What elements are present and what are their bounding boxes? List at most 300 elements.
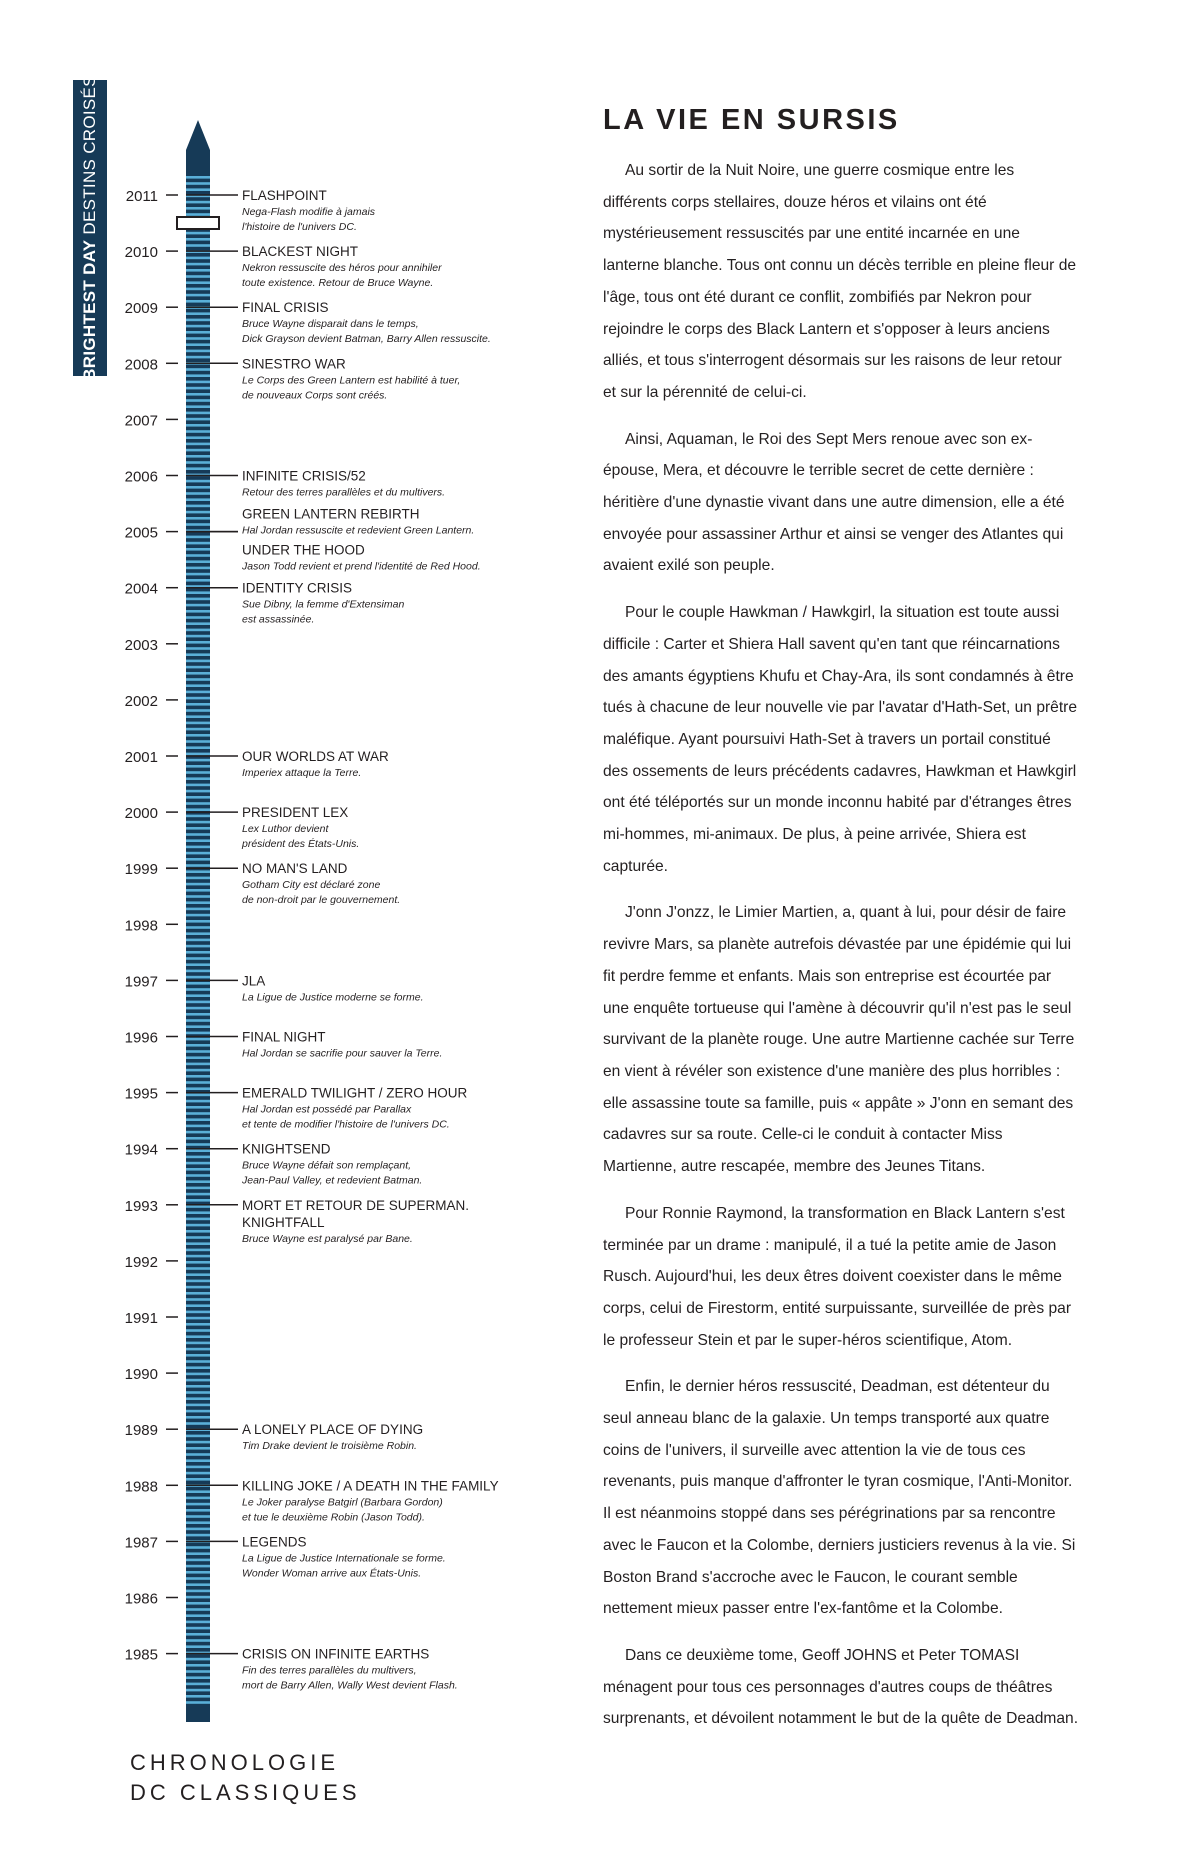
timeline-stripe bbox=[186, 753, 210, 756]
timeline-stripe bbox=[186, 1323, 210, 1326]
timeline-stripe bbox=[186, 1391, 210, 1394]
timeline-stripe bbox=[186, 1137, 210, 1140]
timeline-stripe bbox=[186, 1211, 210, 1214]
timeline-stripe bbox=[186, 1596, 210, 1599]
timeline-stripe bbox=[186, 1571, 210, 1574]
timeline-stripe bbox=[186, 920, 210, 923]
timeline-stripe bbox=[186, 1075, 210, 1078]
timeline-stripe bbox=[186, 939, 210, 942]
timeline-stripe bbox=[186, 1013, 210, 1016]
event-description: toute existence. Retour de Bruce Wayne. bbox=[242, 277, 434, 290]
timeline-stripe bbox=[186, 1602, 210, 1605]
year-label: 1993 bbox=[124, 1197, 158, 1215]
timeline-stripe bbox=[186, 523, 210, 526]
event-description: Tim Drake devient le troisième Robin. bbox=[242, 1440, 417, 1453]
timeline-stripe bbox=[186, 858, 210, 861]
year-label: 2003 bbox=[124, 636, 158, 654]
event-title-2: KNIGHTFALL bbox=[242, 1214, 325, 1230]
timeline-stripe bbox=[186, 1664, 210, 1667]
event-description: Bruce Wayne disparait dans le temps, bbox=[242, 318, 419, 331]
timeline-stripe bbox=[186, 505, 210, 508]
event-description: Fin des terres parallèles du multivers, bbox=[242, 1664, 417, 1677]
event-title: IDENTITY CRISIS bbox=[242, 580, 353, 596]
footer-title-line2: DC CLASSIQUES bbox=[130, 1780, 361, 1805]
timeline-stripe bbox=[186, 492, 210, 495]
sidebar-label-bold: BRIGHTEST DAY bbox=[80, 239, 99, 381]
timeline-stripe bbox=[186, 1683, 210, 1686]
event-description: Dick Grayson devient Batman, Barry Allen ressuscite. bbox=[242, 333, 491, 346]
event-description: de non-droit par le gouvernement. bbox=[242, 894, 401, 907]
article-paragraph: Pour le couple Hawkman / Hawkgirl, la situation est toute aussi difficile : Carter et Shiera Hall savent qu'en tant que réincarnations des amants égyptiens Khufu et Chay-Ara, ils sont condamnés à être tués à chacune de leur nouvelle vie par l'avatar d'Hath-Set, un prêtre maléfique. Ayant poursuivi Hath-Set à travers un portail constitué des ossements de leurs précédents cadavres, Hawkman et Hawkgirl ont été téléportés sur un monde inconnu habité par d'étranges êtres mi-hommes, mi-animaux. De plus, à peine arrivée, Shiera est capturée. bbox=[603, 604, 1078, 875]
timeline-stripe bbox=[186, 591, 210, 594]
timeline-stripe bbox=[186, 653, 210, 656]
year-label: 1999 bbox=[124, 861, 158, 879]
timeline-stripe bbox=[186, 877, 210, 880]
timeline-stripe bbox=[186, 1063, 210, 1066]
timeline-stripe bbox=[186, 1608, 210, 1611]
timeline-stripe bbox=[186, 1583, 210, 1586]
timeline-stripe bbox=[186, 908, 210, 911]
timeline-stripe bbox=[186, 1422, 210, 1425]
timeline-stripe bbox=[186, 1100, 210, 1103]
timeline-stripe bbox=[186, 1441, 210, 1444]
timeline-stripe bbox=[186, 443, 210, 446]
timeline-stripe bbox=[186, 232, 210, 235]
timeline-event bbox=[186, 861, 400, 906]
timeline-stripe bbox=[186, 901, 210, 904]
timeline-stripe bbox=[186, 1397, 210, 1400]
timeline-stripe bbox=[186, 684, 210, 687]
timeline-stripe bbox=[186, 839, 210, 842]
timeline-stripe bbox=[186, 963, 210, 966]
event-title: NO MAN'S LAND bbox=[242, 861, 348, 877]
timeline-stripe bbox=[186, 486, 210, 489]
timeline-stripe bbox=[186, 895, 210, 898]
timeline-stripe bbox=[186, 356, 210, 359]
year-label: 2008 bbox=[124, 356, 158, 374]
event-description: Hal Jordan se sacrifie pour sauver la Terre. bbox=[242, 1047, 443, 1060]
timeline-stripe bbox=[186, 796, 210, 799]
sidebar-label-light: DESTINS CROISÉS bbox=[80, 75, 99, 235]
timeline-event bbox=[186, 973, 424, 1003]
event-title: EMERALD TWILIGHT / ZERO HOUR bbox=[242, 1085, 468, 1101]
timeline-stripe bbox=[186, 703, 210, 706]
timeline-stripe bbox=[186, 1385, 210, 1388]
current-year-marker bbox=[177, 217, 219, 229]
timeline-stripe bbox=[186, 331, 210, 334]
timeline-stripe bbox=[186, 244, 210, 247]
timeline-stripe bbox=[186, 722, 210, 725]
timeline-stripe bbox=[186, 1329, 210, 1332]
article-paragraph: Pour Ronnie Raymond, la transformation en Black Lantern s'est terminée par un drame : manipulé, il a tué la petite amie de Jason Rusch. Aujourd'hui, les deux êtres doivent coexister dans le même corps, celui de Firestorm, entité surpuissante, surveillée de près par le professeur Stein et par le super-héros scientifique, Atom. bbox=[603, 1204, 1072, 1349]
timeline-stripe bbox=[186, 815, 210, 818]
timeline-stripe bbox=[186, 1292, 210, 1295]
timeline-stripe bbox=[186, 1298, 210, 1301]
year-label: 1997 bbox=[124, 973, 158, 991]
timeline-stripe bbox=[186, 1435, 210, 1438]
timeline-stripe bbox=[186, 660, 210, 663]
timeline-stripe bbox=[186, 412, 210, 415]
timeline-stripe bbox=[186, 1627, 210, 1630]
timeline-event bbox=[186, 532, 481, 573]
event-description: est assassinée. bbox=[242, 613, 315, 626]
timeline-stripe bbox=[186, 1639, 210, 1642]
timeline-stripe bbox=[186, 759, 210, 762]
timeline-stripe bbox=[186, 666, 210, 669]
year-label: 2004 bbox=[124, 580, 158, 598]
event-title: GREEN LANTERN REBIRTH bbox=[242, 506, 420, 522]
year-label: 1996 bbox=[124, 1029, 158, 1047]
year-label: 1989 bbox=[124, 1422, 158, 1440]
event-title: KNIGHTSEND bbox=[242, 1141, 331, 1157]
timeline-stripe bbox=[186, 263, 210, 266]
timeline-stripe bbox=[186, 424, 210, 427]
event-description: Le Corps des Green Lantern est habilité à tuer, bbox=[242, 374, 461, 387]
timeline-event bbox=[186, 1534, 446, 1579]
event-title: FINAL NIGHT bbox=[242, 1029, 326, 1045]
year-label: 2002 bbox=[124, 692, 158, 710]
timeline-stripe bbox=[186, 517, 210, 520]
year-label: 2005 bbox=[124, 524, 158, 542]
timeline-stripe bbox=[186, 802, 210, 805]
timeline-stripe bbox=[186, 573, 210, 576]
timeline-stripe bbox=[186, 771, 210, 774]
timeline-stripe bbox=[186, 970, 210, 973]
timeline-event bbox=[186, 1422, 423, 1452]
timeline-stripe bbox=[186, 567, 210, 570]
timeline-stripe bbox=[186, 467, 210, 470]
footer-title-line1: CHRONOLOGIE bbox=[130, 1750, 340, 1775]
year-label: 1992 bbox=[124, 1253, 158, 1271]
timeline-stripe bbox=[186, 629, 210, 632]
timeline-stripe bbox=[186, 1701, 210, 1704]
timeline-stripe bbox=[186, 449, 210, 452]
timeline-stripe bbox=[186, 1218, 210, 1221]
timeline-stripe bbox=[186, 257, 210, 260]
timeline-stripe bbox=[186, 678, 210, 681]
timeline-stripe bbox=[186, 1081, 210, 1084]
timeline-stripe bbox=[186, 697, 210, 700]
timeline-stripe bbox=[186, 1193, 210, 1196]
timeline-stripe bbox=[186, 213, 210, 216]
timeline-stripe bbox=[186, 777, 210, 780]
timeline-stripe bbox=[186, 1001, 210, 1004]
timeline-stripe bbox=[186, 1416, 210, 1419]
timeline-stripe bbox=[186, 1577, 210, 1580]
timeline-stripe bbox=[186, 709, 210, 712]
timeline-stripe bbox=[186, 1546, 210, 1549]
timeline-stripe bbox=[186, 1379, 210, 1382]
timeline-stripe bbox=[186, 275, 210, 278]
timeline-stripe bbox=[186, 1633, 210, 1636]
year-label: 2006 bbox=[124, 468, 158, 486]
timeline-stripe bbox=[186, 1645, 210, 1648]
timeline-stripe bbox=[186, 1528, 210, 1531]
timeline-stripe bbox=[186, 368, 210, 371]
event-description: Imperiex attaque la Terre. bbox=[242, 767, 362, 779]
timeline-stripe bbox=[186, 852, 210, 855]
timeline-stripe bbox=[186, 182, 210, 185]
timeline-stripe bbox=[186, 1267, 210, 1270]
timeline-stripe bbox=[186, 1125, 210, 1128]
event-description: Gotham City est déclaré zone bbox=[242, 879, 381, 892]
event-title: SINESTRO WAR bbox=[242, 356, 346, 372]
timeline-stripe bbox=[186, 1162, 210, 1165]
timeline-stripe bbox=[186, 616, 210, 619]
article-paragraph: J'onn J'onzz, le Limier Martien, a, quant à lui, pour désir de faire revivre Mars, sa planète autrefois dévastée par une épidémie qui lui fit perdre femme et enfants. Mais son entreprise est écourtée par une enquête tortueuse qui l'amène à découvrir qu'il n'est pas le seul survivant de la planète rouge. Une autre Martienne cachée sur Terre en vient à révéler son existence d'une manière des plus horribles : elle assassine toute sa famille, puis « appâte » J'onn en semant des cadavres sur sa route. Celle-ci le conduit à contacter Miss Martienne, autre rescapée, membre des Jeunes Titans. bbox=[603, 904, 1075, 1176]
timeline-stripe bbox=[186, 846, 210, 849]
timeline-stripe bbox=[186, 325, 210, 328]
timeline-stripe bbox=[186, 740, 210, 743]
timeline-stripe bbox=[186, 1552, 210, 1555]
timeline-event bbox=[186, 581, 404, 626]
timeline-stripe bbox=[186, 994, 210, 997]
event-description: Nekron ressuscite des héros pour annihiler bbox=[242, 262, 442, 275]
timeline-stripe bbox=[186, 1261, 210, 1264]
timeline-event bbox=[186, 805, 359, 850]
timeline-stripe bbox=[186, 1236, 210, 1239]
timeline-event bbox=[186, 1198, 469, 1245]
timeline-stripe bbox=[186, 381, 210, 384]
timeline-event bbox=[186, 749, 389, 779]
timeline-stripe bbox=[186, 641, 210, 644]
year-label: 1990 bbox=[124, 1366, 158, 1384]
timeline-stripe bbox=[186, 1503, 210, 1506]
timeline-stripe bbox=[186, 889, 210, 892]
timeline-stripe bbox=[186, 1509, 210, 1512]
timeline-stripe bbox=[186, 1131, 210, 1134]
timeline-stripe bbox=[186, 1056, 210, 1059]
timeline-stripe bbox=[186, 1590, 210, 1593]
timeline-stripe bbox=[186, 1187, 210, 1190]
timeline-stripe bbox=[186, 176, 210, 179]
event-title: A LONELY PLACE OF DYING bbox=[242, 1422, 424, 1438]
timeline-stripe bbox=[186, 374, 210, 377]
timeline-stripe bbox=[186, 294, 210, 297]
timeline-stripe bbox=[186, 598, 210, 601]
timeline-stripe bbox=[186, 498, 210, 501]
event-description: l'histoire de l'univers DC. bbox=[242, 221, 357, 233]
timeline-stripe bbox=[186, 1304, 210, 1307]
timeline-stripe bbox=[186, 1118, 210, 1121]
timeline-stripe bbox=[186, 188, 210, 191]
event-title: UNDER THE HOOD bbox=[242, 542, 365, 558]
timeline-stripe bbox=[186, 1280, 210, 1283]
timeline-stripe bbox=[186, 870, 210, 873]
event-description: Jean-Paul Valley, et redevient Batman. bbox=[242, 1174, 423, 1187]
timeline-stripe bbox=[186, 1689, 210, 1692]
timeline-stripe bbox=[186, 1614, 210, 1617]
timeline-stripe bbox=[186, 982, 210, 985]
timeline-stripe bbox=[186, 1311, 210, 1314]
timeline-stripe bbox=[186, 1472, 210, 1475]
event-title: KILLING JOKE / A DEATH IN THE FAMILY bbox=[242, 1478, 499, 1494]
timeline-stripe bbox=[186, 554, 210, 557]
year-label: 2009 bbox=[124, 300, 158, 318]
timeline-stripe bbox=[186, 1174, 210, 1177]
year-label: 2001 bbox=[124, 749, 158, 766]
timeline-stripe bbox=[186, 511, 210, 514]
timeline-stripe bbox=[186, 945, 210, 948]
timeline-stripe bbox=[186, 1106, 210, 1109]
timeline-event bbox=[186, 1142, 422, 1187]
timeline-stripe bbox=[186, 1156, 210, 1159]
timeline-stripe bbox=[186, 1348, 210, 1351]
timeline-stripe bbox=[186, 1007, 210, 1010]
timeline-stripe bbox=[186, 430, 210, 433]
timeline-stripe bbox=[186, 455, 210, 458]
event-description: Jason Todd revient et prend l'identité de Red Hood. bbox=[242, 560, 481, 573]
timeline-stripe bbox=[186, 1168, 210, 1171]
timeline-stripe bbox=[186, 1354, 210, 1357]
timeline-stripe bbox=[186, 1032, 210, 1035]
timeline-stripe bbox=[186, 883, 210, 886]
timeline-stripe bbox=[186, 610, 210, 613]
article-paragraph: Au sortir de la Nuit Noire, une guerre cosmique entre les différents corps stellaires, douze héros et vilains ont été mystérieusement ressuscités par une entité incarnée en une lanterne blanche. Tous ont connu un décès terrible en pleine fleur de l'âge, tous ont été durant ce conflit, zombifiés par Nekron pour rejoindre le corps des Black Lantern et s'opposer à leurs anciens alliés, et tous s'interrogent désormais sur les raisons de leur retour et sur la pérennité de celui-ci. bbox=[603, 162, 1077, 401]
event-title: FINAL CRISIS bbox=[242, 300, 329, 316]
event-description: et tue le deuxième Robin (Jason Todd). bbox=[242, 1511, 425, 1524]
timeline-stripe bbox=[186, 1404, 210, 1407]
event-description: Sue Dibny, la femme d'Extensiman bbox=[242, 598, 405, 611]
timeline-stripe bbox=[186, 300, 210, 303]
year-label: 1985 bbox=[124, 1646, 158, 1664]
timeline-stripe bbox=[186, 436, 210, 439]
event-title: OUR WORLDS AT WAR bbox=[242, 749, 389, 764]
year-label: 1991 bbox=[124, 1310, 158, 1327]
timeline-stripe bbox=[186, 1366, 210, 1369]
timeline-stripe bbox=[186, 387, 210, 390]
timeline-stripe bbox=[186, 399, 210, 402]
timeline-stripe bbox=[186, 647, 210, 650]
event-title: LEGENDS bbox=[242, 1534, 307, 1550]
timeline-stripe bbox=[186, 808, 210, 811]
timeline-stripe bbox=[186, 715, 210, 718]
timeline-stripe bbox=[186, 1094, 210, 1097]
timeline-event bbox=[186, 300, 491, 345]
timeline-stripe bbox=[186, 1453, 210, 1456]
timeline-stripe bbox=[186, 1670, 210, 1673]
timeline-event bbox=[186, 1478, 499, 1523]
timeline-event bbox=[186, 356, 460, 401]
timeline-stripe bbox=[186, 548, 210, 551]
event-description: Hal Jordan ressuscite et redevient Green Lantern. bbox=[242, 524, 475, 537]
event-title: BLACKEST NIGHT bbox=[242, 244, 359, 260]
timeline-stripe bbox=[186, 784, 210, 787]
timeline-stripe bbox=[186, 1143, 210, 1146]
article-paragraph: Dans ce deuxième tome, Geoff JOHNS et Peter TOMASI ménagent pour tous ces personnages d'autres coups de théâtres surprenants, et dévoilent notamment le but de la quête de Deadman. bbox=[603, 1646, 1079, 1728]
timeline-stripe bbox=[186, 1410, 210, 1413]
timeline-stripe bbox=[186, 1249, 210, 1252]
timeline-stripe bbox=[186, 288, 210, 291]
timeline-stripe bbox=[186, 1490, 210, 1493]
timeline-stripe bbox=[186, 827, 210, 830]
event-description: La Ligue de Justice moderne se forme. bbox=[242, 991, 424, 1004]
timeline-stripe bbox=[186, 957, 210, 960]
timeline-stripe bbox=[186, 1224, 210, 1227]
timeline-stripe bbox=[186, 864, 210, 867]
timeline-stripe bbox=[186, 1497, 210, 1500]
timeline-stripe bbox=[186, 821, 210, 824]
timeline-stripe bbox=[186, 988, 210, 991]
timeline-stripe bbox=[186, 542, 210, 545]
timeline-stripe bbox=[186, 480, 210, 483]
timeline-stripe bbox=[186, 405, 210, 408]
timeline-event bbox=[186, 1647, 458, 1692]
event-title: CRISIS ON INFINITE EARTHS bbox=[242, 1646, 430, 1662]
timeline-stripe bbox=[186, 1112, 210, 1115]
timeline-stripe bbox=[186, 1069, 210, 1072]
timeline-stripe bbox=[186, 207, 210, 210]
timeline-stripe bbox=[186, 418, 210, 421]
timeline-stripe bbox=[186, 1149, 210, 1152]
timeline-stripe bbox=[186, 691, 210, 694]
timeline-stripe bbox=[186, 734, 210, 737]
timeline-events bbox=[186, 188, 499, 1692]
timeline-stripe bbox=[186, 1335, 210, 1338]
timeline-stripe bbox=[186, 1317, 210, 1320]
year-label: 1995 bbox=[124, 1085, 158, 1103]
timeline-stripe bbox=[186, 672, 210, 675]
timeline-stripe bbox=[186, 281, 210, 284]
timeline-stripe bbox=[186, 1205, 210, 1208]
timeline-stripe bbox=[186, 635, 210, 638]
timeline-stripe bbox=[186, 1255, 210, 1258]
timeline-stripe bbox=[186, 343, 210, 346]
timeline-years bbox=[125, 188, 178, 1664]
timeline-event bbox=[186, 1086, 468, 1131]
timeline-stripe bbox=[186, 1658, 210, 1661]
article-body bbox=[603, 155, 1079, 1750]
article-paragraph: Enfin, le dernier héros ressuscité, Deadman, est détenteur du seul anneau blanc de la galaxie. Un temps transporté aux quatre coins de l'univers, il surveille avec attention la vie de tous ces revenants, puis manque d'affronter le tyran cosmique, l'Anti-Monitor. Il est néanmoins stoppé dans ses pérégrinations par sa rencontre avec le Faucon et la Colombe, derniers justiciers revenus à la vie. Si Boston Brand s'accroche avec le Faucon, le courant semble nettement mieux passer entre l'ex-fantôme et la Colombe. bbox=[603, 1378, 1076, 1618]
timeline-stripe bbox=[186, 765, 210, 768]
timeline-stripe bbox=[186, 1019, 210, 1022]
event-description: Le Joker paralyse Batgirl (Barbara Gordon) bbox=[242, 1496, 443, 1509]
timeline-stripe bbox=[186, 1342, 210, 1345]
timeline-stripe bbox=[186, 1038, 210, 1041]
timeline-stripe bbox=[186, 269, 210, 272]
year-label: 1987 bbox=[124, 1534, 158, 1552]
event-description: et tente de modifier l'histoire de l'univers DC. bbox=[242, 1118, 450, 1131]
year-label: 2011 bbox=[125, 188, 158, 205]
timeline-stripe bbox=[186, 833, 210, 836]
event-description: Bruce Wayne défait son remplaçant, bbox=[242, 1159, 412, 1172]
year-label: 2007 bbox=[124, 412, 158, 430]
event-title: JLA bbox=[242, 973, 266, 989]
timeline-stripe bbox=[186, 1360, 210, 1363]
event-title: INFINITE CRISIS/52 bbox=[242, 468, 366, 484]
event-description: Wonder Woman arrive aux États-Unis. bbox=[242, 1567, 422, 1580]
timeline-stripe bbox=[186, 914, 210, 917]
timeline-stripe bbox=[186, 1521, 210, 1524]
timeline-stripe bbox=[186, 1286, 210, 1289]
timeline-stripe bbox=[186, 1534, 210, 1537]
timeline-event bbox=[186, 469, 445, 499]
timeline-stripe bbox=[186, 1087, 210, 1090]
timeline-stripe bbox=[186, 337, 210, 340]
timeline-stripe bbox=[186, 1695, 210, 1698]
timeline-stripe bbox=[186, 1044, 210, 1047]
timeline-stripe bbox=[186, 1565, 210, 1568]
timeline-stripe bbox=[186, 560, 210, 563]
timeline-stripe bbox=[186, 393, 210, 396]
timeline-stripe bbox=[186, 951, 210, 954]
year-label: 2000 bbox=[124, 805, 158, 823]
timeline-stripe bbox=[186, 926, 210, 929]
timeline-stripe bbox=[186, 350, 210, 353]
timeline-stripe bbox=[186, 312, 210, 315]
timeline-stripe bbox=[186, 1621, 210, 1624]
event-description: La Ligue de Justice Internationale se forme. bbox=[242, 1552, 446, 1565]
